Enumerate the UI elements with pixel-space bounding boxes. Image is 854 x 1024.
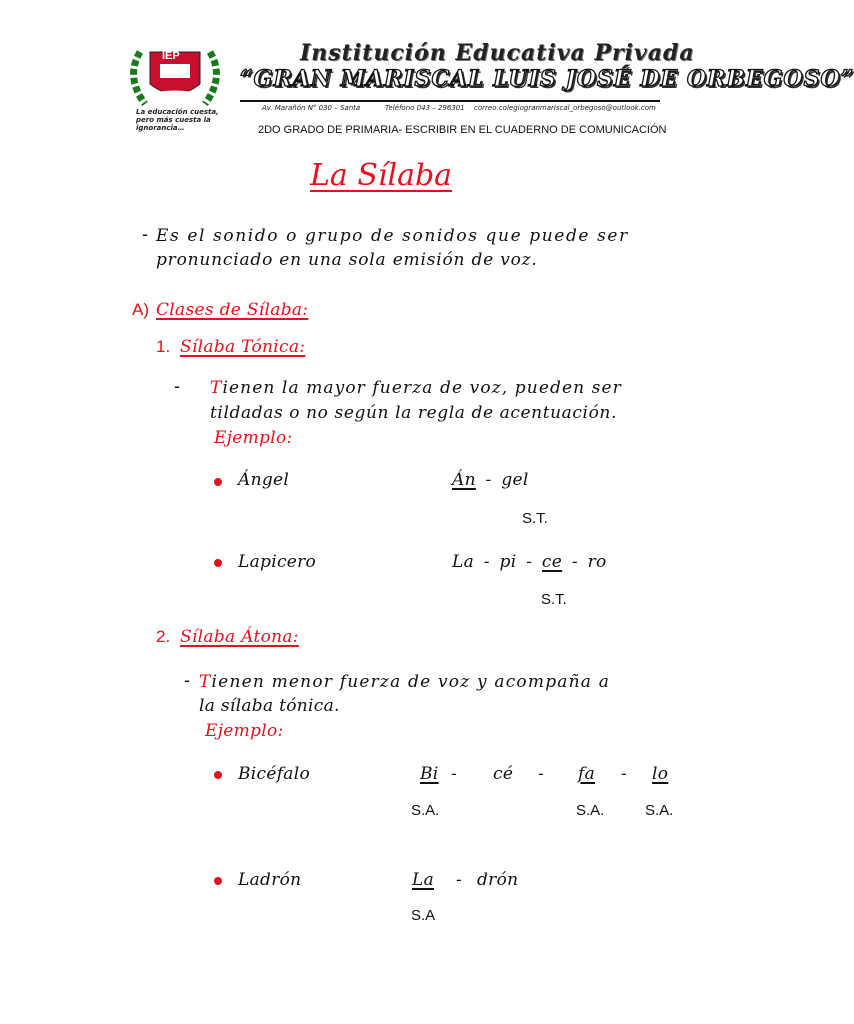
syllable: pi (499, 552, 517, 572)
tonica-title: Sílaba Tónica: (180, 337, 306, 357)
section-a-label: A) (132, 300, 149, 319)
syllable-separator: - (456, 870, 463, 890)
tonica-example1-syllables (452, 470, 529, 490)
syllable-separator: - (538, 764, 545, 784)
tonica-example1-word: Ángel (238, 470, 290, 490)
atona-line1 (199, 672, 610, 692)
syllable: La (452, 552, 475, 572)
syllable: cé (493, 764, 514, 784)
syllable-separator: - (485, 470, 492, 490)
tonica-dash: - (174, 376, 180, 396)
atona-first-letter: T (199, 672, 212, 692)
syllable-separator: - (621, 764, 628, 784)
tonica-example2-bullet (214, 559, 222, 567)
syllable: ce (541, 552, 563, 572)
atona-title: Sílaba Átona: (180, 627, 299, 647)
tonica-first-letter: T (210, 378, 223, 398)
syllable: lo (652, 764, 669, 784)
definition-line1: Es el sonido o grupo de sonidos que puede ser (156, 226, 629, 246)
syllable-separator: - (571, 552, 578, 572)
page-title: La Sílaba (310, 158, 453, 193)
header-email: correo:colegiogranmariscal_orbegoso@outlook.com (474, 104, 656, 112)
syllable: gel (501, 470, 529, 490)
syllable-separator: - (483, 552, 490, 572)
syllable: fa (578, 764, 596, 784)
definition-line2: pronunciado en una sola emisión de voz. (156, 250, 538, 270)
syllable: drón (477, 870, 519, 890)
logo-text: IEP (162, 50, 180, 62)
atona-line1-rest: ienen menor fuerza de voz y acompaña a (211, 672, 611, 692)
institution-line1: Institución Educativa Privada (300, 40, 695, 66)
atona-number: 2. (156, 627, 171, 646)
tonica-line1-rest: ienen la mayor fuerza de voz, pueden ser (222, 378, 622, 398)
atona-line2: la sílaba tónica. (199, 696, 340, 716)
atona-example1-word: Bicéfalo (238, 764, 311, 784)
syllable: ro (587, 552, 607, 572)
header-motto: La educación cuesta, pero más cuesta la ignorancia… (136, 108, 219, 132)
syllable: Bi (420, 764, 439, 784)
school-logo (120, 42, 230, 117)
tonica-example2-syllables (452, 552, 607, 572)
header-address: Av. Marañón N° 030 – Santa (262, 104, 361, 112)
syllable-separator: - (526, 552, 533, 572)
atona-example2-tag: S.A (411, 907, 436, 924)
atona-example1-bullet (214, 771, 222, 779)
atona-example1-tag: S.A. (411, 802, 440, 819)
header-rule (240, 100, 660, 102)
syllable: La (412, 870, 435, 890)
tonica-example1-bullet (214, 478, 222, 486)
tonica-example2-tag: S.T. (541, 591, 567, 608)
atona-example1-tag: S.A. (576, 802, 605, 819)
tonica-line2: tildadas o no según la regla de acentuación. (210, 403, 617, 423)
atona-example-label: Ejemplo: (205, 721, 284, 741)
tonica-example-label: Ejemplo: (214, 428, 293, 448)
grade-instruction: 2DO GRADO DE PRIMARIA- ESCRIBIR EN EL CUADERNO DE COMUNICACIÓN (258, 124, 667, 136)
atona-dash: - (184, 670, 190, 690)
section-a-title: Clases de Sílaba: (156, 300, 309, 320)
tonica-example1-tag: S.T. (522, 510, 548, 527)
definition-dash: - (142, 224, 148, 244)
institution-line2: “GRAN MARISCAL LUIS JOSÉ DE ORBEGOSO” (240, 66, 854, 92)
tonica-line1 (210, 378, 622, 398)
syllable-separator: - (451, 764, 458, 784)
atona-example1-tag: S.A. (645, 802, 674, 819)
syllable: Án (452, 470, 476, 490)
tonica-example2-word: Lapicero (238, 552, 317, 572)
atona-example2-word: Ladrón (238, 870, 302, 890)
tonica-number: 1. (156, 337, 171, 356)
header-phone: Teléfono 043 – 296301 (385, 104, 465, 112)
atona-example2-bullet (214, 877, 222, 885)
